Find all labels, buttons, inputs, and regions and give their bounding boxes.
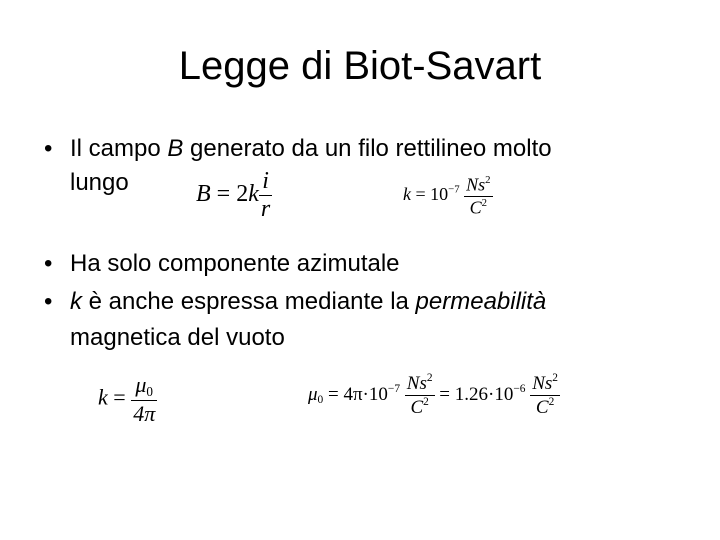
bullet-text-line2: lungo <box>70 169 129 196</box>
formula-k-value: $k = 10^{-7}$ $\frac{Ns^2}{C^2}$ <box>403 174 491 218</box>
formula-b-field: B = 2k $\frac{i}{r}$ <box>196 168 271 222</box>
bullet-text: Ha solo componente azimutale <box>70 250 400 277</box>
bullet-text-line2: magnetica del vuoto <box>70 324 285 351</box>
bullet-text: k è anche espressa mediante la permeabilità <box>70 288 547 315</box>
bullet-dot: • <box>44 250 53 277</box>
formula-mu0-value: $\mu_0 = 4\pi\cdot 10^{-7}$ $\frac{Ns^2}{C^2}$ = $1.26\cdot 10^{-6}$ $\frac{Ns^2}{C^2}$ <box>308 372 558 418</box>
bullet-text: Il campo B generato da un filo rettilineo molto <box>70 135 552 162</box>
bullet-dot: • <box>44 135 53 162</box>
slide-title: Legge di Biot-Savart <box>178 44 542 88</box>
bullet-dot: • <box>44 288 53 315</box>
formula-k-mu0: k = $\frac{\mu_0}{4\pi}$ <box>98 372 156 426</box>
